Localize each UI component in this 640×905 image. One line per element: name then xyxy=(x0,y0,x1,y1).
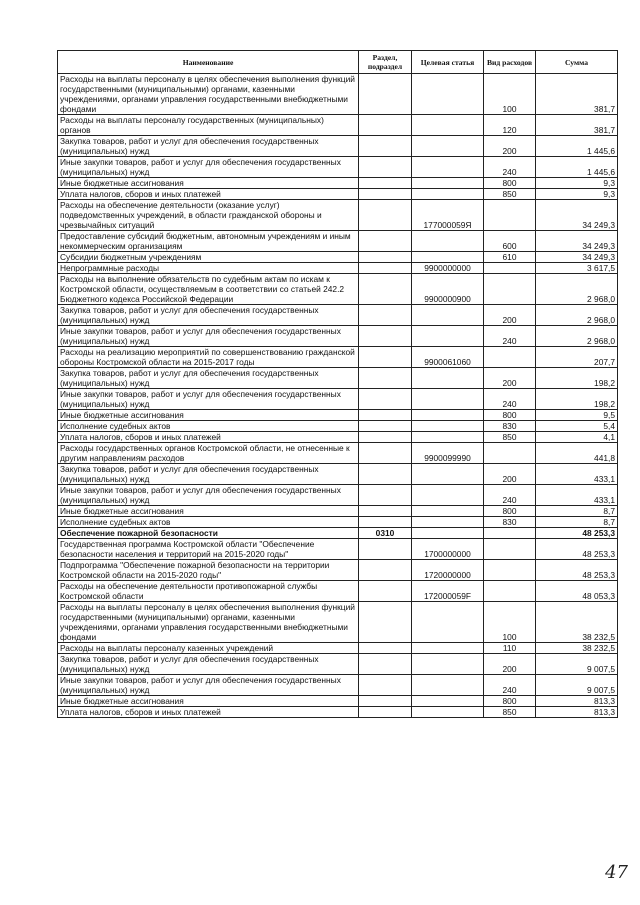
row-amount-cell: 198,2 xyxy=(536,389,618,410)
row-section-cell xyxy=(359,602,412,643)
table-row xyxy=(58,421,618,432)
row-amount-cell: 433,1 xyxy=(536,485,618,506)
row-expense-cell: 240 xyxy=(484,485,536,506)
row-name-cell: Предоставление субсидий бюджетным, автономным учреждениям и иным некоммерческим организациям xyxy=(58,231,359,252)
row-target-cell: 9900000900 xyxy=(412,274,484,305)
row-expense-cell: 110 xyxy=(484,643,536,654)
row-expense-cell xyxy=(484,528,536,539)
row-target-cell xyxy=(412,432,484,443)
row-name-cell: Иные закупки товаров, работ и услуг для обеспечения государственных (муниципальных) нужд xyxy=(58,675,359,696)
table-row xyxy=(58,189,618,200)
table-row xyxy=(58,74,618,115)
table-row xyxy=(58,389,618,410)
row-name-cell: Закупка товаров, работ и услуг для обеспечения государственных (муниципальных) нужд xyxy=(58,368,359,389)
row-expense-cell: 600 xyxy=(484,231,536,252)
row-expense-cell: 240 xyxy=(484,389,536,410)
row-target-cell xyxy=(412,675,484,696)
row-target-cell xyxy=(412,305,484,326)
row-expense-cell: 200 xyxy=(484,464,536,485)
row-target-cell xyxy=(412,189,484,200)
row-section-cell xyxy=(359,410,412,421)
row-section-cell xyxy=(359,675,412,696)
row-amount-cell: 34 249,3 xyxy=(536,200,618,231)
table-row xyxy=(58,517,618,528)
table-row xyxy=(58,252,618,263)
row-amount-cell: 8,7 xyxy=(536,506,618,517)
row-name-cell: Государственная программа Костромской области "Обеспечение безопасности населения и территорий на 2015-2020 годы" xyxy=(58,539,359,560)
row-name-cell: Расходы на выплаты персоналу в целях обеспечения выполнения функций государственными (муниципальными) органами, казенными учреждениями, органами управления государственными внебюджетными фондами xyxy=(58,602,359,643)
row-name-cell: Закупка товаров, работ и услуг для обеспечения государственных (муниципальных) нужд xyxy=(58,305,359,326)
row-section-cell xyxy=(359,305,412,326)
row-expense-cell: 850 xyxy=(484,707,536,718)
row-amount-cell: 34 249,3 xyxy=(536,231,618,252)
row-section-cell xyxy=(359,696,412,707)
row-target-cell xyxy=(412,654,484,675)
row-name-cell: Исполнение судебных актов xyxy=(58,517,359,528)
table-header-row xyxy=(58,51,618,74)
row-expense-cell: 850 xyxy=(484,189,536,200)
row-expense-cell: 100 xyxy=(484,602,536,643)
row-expense-cell xyxy=(484,274,536,305)
row-name-cell: Иные закупки товаров, работ и услуг для обеспечения государственных (муниципальных) нужд xyxy=(58,326,359,347)
table-row xyxy=(58,539,618,560)
table-row xyxy=(58,231,618,252)
row-section-cell xyxy=(359,274,412,305)
row-name-cell: Уплата налогов, сборов и иных платежей xyxy=(58,707,359,718)
row-target-cell xyxy=(412,696,484,707)
row-amount-cell: 48 253,3 xyxy=(536,560,618,581)
row-amount-cell: 38 232,5 xyxy=(536,643,618,654)
row-expense-cell: 200 xyxy=(484,136,536,157)
row-expense-cell: 200 xyxy=(484,654,536,675)
table-row xyxy=(58,443,618,464)
row-expense-cell: 200 xyxy=(484,368,536,389)
table-row xyxy=(58,200,618,231)
table-row xyxy=(58,368,618,389)
row-name-cell: Расходы государственных органов Костромской области, не отнесенные к другим направлениям расходов xyxy=(58,443,359,464)
row-amount-cell: 1 445,6 xyxy=(536,136,618,157)
row-target-cell xyxy=(412,410,484,421)
row-expense-cell xyxy=(484,443,536,464)
row-target-cell xyxy=(412,74,484,115)
row-target-cell xyxy=(412,506,484,517)
row-section-cell xyxy=(359,581,412,602)
row-section-cell xyxy=(359,539,412,560)
table-row xyxy=(58,696,618,707)
table-row xyxy=(58,136,618,157)
header-name: Наименование xyxy=(58,51,359,74)
row-name-cell: Обеспечение пожарной безопасности xyxy=(58,528,359,539)
budget-table-container xyxy=(57,50,618,718)
row-amount-cell: 813,3 xyxy=(536,707,618,718)
row-section-cell xyxy=(359,443,412,464)
row-name-cell: Иные закупки товаров, работ и услуг для обеспечения государственных (муниципальных) нужд xyxy=(58,157,359,178)
row-expense-cell: 610 xyxy=(484,252,536,263)
row-target-cell: 9900099990 xyxy=(412,443,484,464)
table-row xyxy=(58,274,618,305)
row-amount-cell: 381,7 xyxy=(536,74,618,115)
row-target-cell xyxy=(412,707,484,718)
table-row xyxy=(58,263,618,274)
row-expense-cell: 240 xyxy=(484,157,536,178)
row-expense-cell: 800 xyxy=(484,178,536,189)
row-amount-cell: 5,4 xyxy=(536,421,618,432)
row-target-cell: 1700000000 xyxy=(412,539,484,560)
table-row xyxy=(58,643,618,654)
row-name-cell: Исполнение судебных актов xyxy=(58,421,359,432)
table-row xyxy=(58,581,618,602)
table-row xyxy=(58,305,618,326)
row-section-cell xyxy=(359,506,412,517)
row-name-cell: Иные бюджетные ассигнования xyxy=(58,178,359,189)
row-amount-cell: 38 232,5 xyxy=(536,602,618,643)
row-amount-cell: 2 968,0 xyxy=(536,326,618,347)
row-target-cell: 172000059F xyxy=(412,581,484,602)
row-target-cell xyxy=(412,157,484,178)
row-expense-cell: 850 xyxy=(484,432,536,443)
row-section-cell xyxy=(359,421,412,432)
row-expense-cell xyxy=(484,200,536,231)
row-target-cell xyxy=(412,602,484,643)
table-row xyxy=(58,347,618,368)
row-expense-cell: 120 xyxy=(484,115,536,136)
row-amount-cell: 2 968,0 xyxy=(536,274,618,305)
row-target-cell xyxy=(412,368,484,389)
table-row xyxy=(58,432,618,443)
table-row xyxy=(58,485,618,506)
row-amount-cell: 4,1 xyxy=(536,432,618,443)
row-amount-cell: 8,7 xyxy=(536,517,618,528)
row-name-cell: Закупка товаров, работ и услуг для обеспечения государственных (муниципальных) нужд xyxy=(58,654,359,675)
row-amount-cell: 433,1 xyxy=(536,464,618,485)
row-target-cell: 177000059Я xyxy=(412,200,484,231)
table-row xyxy=(58,506,618,517)
row-section-cell xyxy=(359,707,412,718)
row-expense-cell: 800 xyxy=(484,506,536,517)
table-row xyxy=(58,560,618,581)
table-row xyxy=(58,410,618,421)
row-name-cell: Расходы на выплаты персоналу государственных (муниципальных) органов xyxy=(58,115,359,136)
row-name-cell: Иные бюджетные ассигнования xyxy=(58,410,359,421)
table-row xyxy=(58,464,618,485)
row-amount-cell: 381,7 xyxy=(536,115,618,136)
row-target-cell xyxy=(412,389,484,410)
page-number: 47 xyxy=(605,862,628,883)
row-expense-cell: 800 xyxy=(484,696,536,707)
header-amount: Сумма xyxy=(536,51,618,74)
row-section-cell xyxy=(359,200,412,231)
row-name-cell: Иные бюджетные ассигнования xyxy=(58,696,359,707)
table-row xyxy=(58,326,618,347)
row-amount-cell: 9 007,5 xyxy=(536,654,618,675)
table-row xyxy=(58,157,618,178)
row-name-cell: Расходы на обеспечение деятельности противопожарной службы Костромской области xyxy=(58,581,359,602)
row-section-cell xyxy=(359,157,412,178)
row-name-cell: Расходы на выплаты персоналу казенных учреждений xyxy=(58,643,359,654)
row-expense-cell: 800 xyxy=(484,410,536,421)
row-expense-cell: 240 xyxy=(484,326,536,347)
row-expense-cell: 240 xyxy=(484,675,536,696)
row-name-cell: Иные бюджетные ассигнования xyxy=(58,506,359,517)
row-target-cell: 9900061060 xyxy=(412,347,484,368)
row-amount-cell: 2 968,0 xyxy=(536,305,618,326)
row-amount-cell: 9,5 xyxy=(536,410,618,421)
row-target-cell xyxy=(412,464,484,485)
row-section-cell xyxy=(359,643,412,654)
row-amount-cell: 48 053,3 xyxy=(536,581,618,602)
row-amount-cell: 1 445,6 xyxy=(536,157,618,178)
table-row xyxy=(58,115,618,136)
row-section-cell xyxy=(359,326,412,347)
row-target-cell xyxy=(412,517,484,528)
row-target-cell xyxy=(412,326,484,347)
row-name-cell: Иные закупки товаров, работ и услуг для обеспечения государственных (муниципальных) нужд xyxy=(58,389,359,410)
table-row xyxy=(58,602,618,643)
row-section-cell xyxy=(359,654,412,675)
row-section-cell xyxy=(359,231,412,252)
row-section-cell xyxy=(359,432,412,443)
row-name-cell: Уплата налогов, сборов и иных платежей xyxy=(58,189,359,200)
row-name-cell: Закупка товаров, работ и услуг для обеспечения государственных (муниципальных) нужд xyxy=(58,136,359,157)
row-amount-cell: 198,2 xyxy=(536,368,618,389)
row-section-cell xyxy=(359,136,412,157)
row-name-cell: Закупка товаров, работ и услуг для обеспечения государственных (муниципальных) нужд xyxy=(58,464,359,485)
row-name-cell: Расходы на обеспечение деятельности (оказание услуг) подведомственных учреждений, в области гражданской обороны и чрезвычайных ситуаций xyxy=(58,200,359,231)
table-row xyxy=(58,178,618,189)
row-name-cell: Уплата налогов, сборов и иных платежей xyxy=(58,432,359,443)
table-row xyxy=(58,707,618,718)
row-target-cell xyxy=(412,231,484,252)
row-target-cell xyxy=(412,485,484,506)
row-section-cell: 0310 xyxy=(359,528,412,539)
header-section: Раздел, подраздел xyxy=(359,51,412,74)
row-expense-cell xyxy=(484,581,536,602)
table-body xyxy=(58,74,618,718)
row-amount-cell: 9,3 xyxy=(536,178,618,189)
row-target-cell xyxy=(412,643,484,654)
row-expense-cell xyxy=(484,347,536,368)
row-section-cell xyxy=(359,189,412,200)
row-section-cell xyxy=(359,517,412,528)
row-section-cell xyxy=(359,178,412,189)
row-section-cell xyxy=(359,252,412,263)
row-name-cell: Расходы на выполнение обязательств по судебным актам по искам к Костромской области, осуществляемым в соответствии со статьей 242.2 Бюджетного кодекса Российской Федерации xyxy=(58,274,359,305)
row-target-cell xyxy=(412,136,484,157)
row-section-cell xyxy=(359,485,412,506)
row-amount-cell: 9 007,5 xyxy=(536,675,618,696)
row-target-cell xyxy=(412,252,484,263)
table-row xyxy=(58,675,618,696)
row-name-cell: Субсидии бюджетным учреждениям xyxy=(58,252,359,263)
row-section-cell xyxy=(359,464,412,485)
row-section-cell xyxy=(359,115,412,136)
row-section-cell xyxy=(359,74,412,115)
row-expense-cell: 830 xyxy=(484,517,536,528)
row-amount-cell: 207,7 xyxy=(536,347,618,368)
header-expense: Вид расходов xyxy=(484,51,536,74)
row-name-cell: Расходы на реализацию мероприятий по совершенствованию гражданской обороны Костромской области на 2015-2017 годы xyxy=(58,347,359,368)
row-name-cell: Расходы на выплаты персоналу в целях обеспечения выполнения функций государственными (муниципальными) органами, казенными учреждениями, органами управления государственными внебюджетными фондами xyxy=(58,74,359,115)
row-name-cell: Иные закупки товаров, работ и услуг для обеспечения государственных (муниципальных) нужд xyxy=(58,485,359,506)
row-expense-cell xyxy=(484,539,536,560)
row-section-cell xyxy=(359,347,412,368)
row-name-cell: Непрограммные расходы xyxy=(58,263,359,274)
row-target-cell xyxy=(412,178,484,189)
row-section-cell xyxy=(359,263,412,274)
row-target-cell: 9900000000 xyxy=(412,263,484,274)
row-expense-cell: 100 xyxy=(484,74,536,115)
row-expense-cell: 200 xyxy=(484,305,536,326)
row-name-cell: Подпрограмма "Обеспечение пожарной безопасности на территории Костромской области на 2015-2020 годы" xyxy=(58,560,359,581)
table-row xyxy=(58,528,618,539)
row-amount-cell: 48 253,3 xyxy=(536,528,618,539)
budget-table xyxy=(57,50,618,718)
row-amount-cell: 813,3 xyxy=(536,696,618,707)
row-target-cell xyxy=(412,528,484,539)
row-target-cell xyxy=(412,115,484,136)
row-expense-cell xyxy=(484,263,536,274)
header-target: Целевая статья xyxy=(412,51,484,74)
row-amount-cell: 441,8 xyxy=(536,443,618,464)
row-section-cell xyxy=(359,389,412,410)
row-target-cell: 1720000000 xyxy=(412,560,484,581)
row-amount-cell: 3 617,5 xyxy=(536,263,618,274)
table-row xyxy=(58,654,618,675)
row-expense-cell: 830 xyxy=(484,421,536,432)
row-section-cell xyxy=(359,560,412,581)
row-amount-cell: 9,3 xyxy=(536,189,618,200)
row-amount-cell: 48 253,3 xyxy=(536,539,618,560)
row-section-cell xyxy=(359,368,412,389)
row-expense-cell xyxy=(484,560,536,581)
row-amount-cell: 34 249,3 xyxy=(536,252,618,263)
row-target-cell xyxy=(412,421,484,432)
